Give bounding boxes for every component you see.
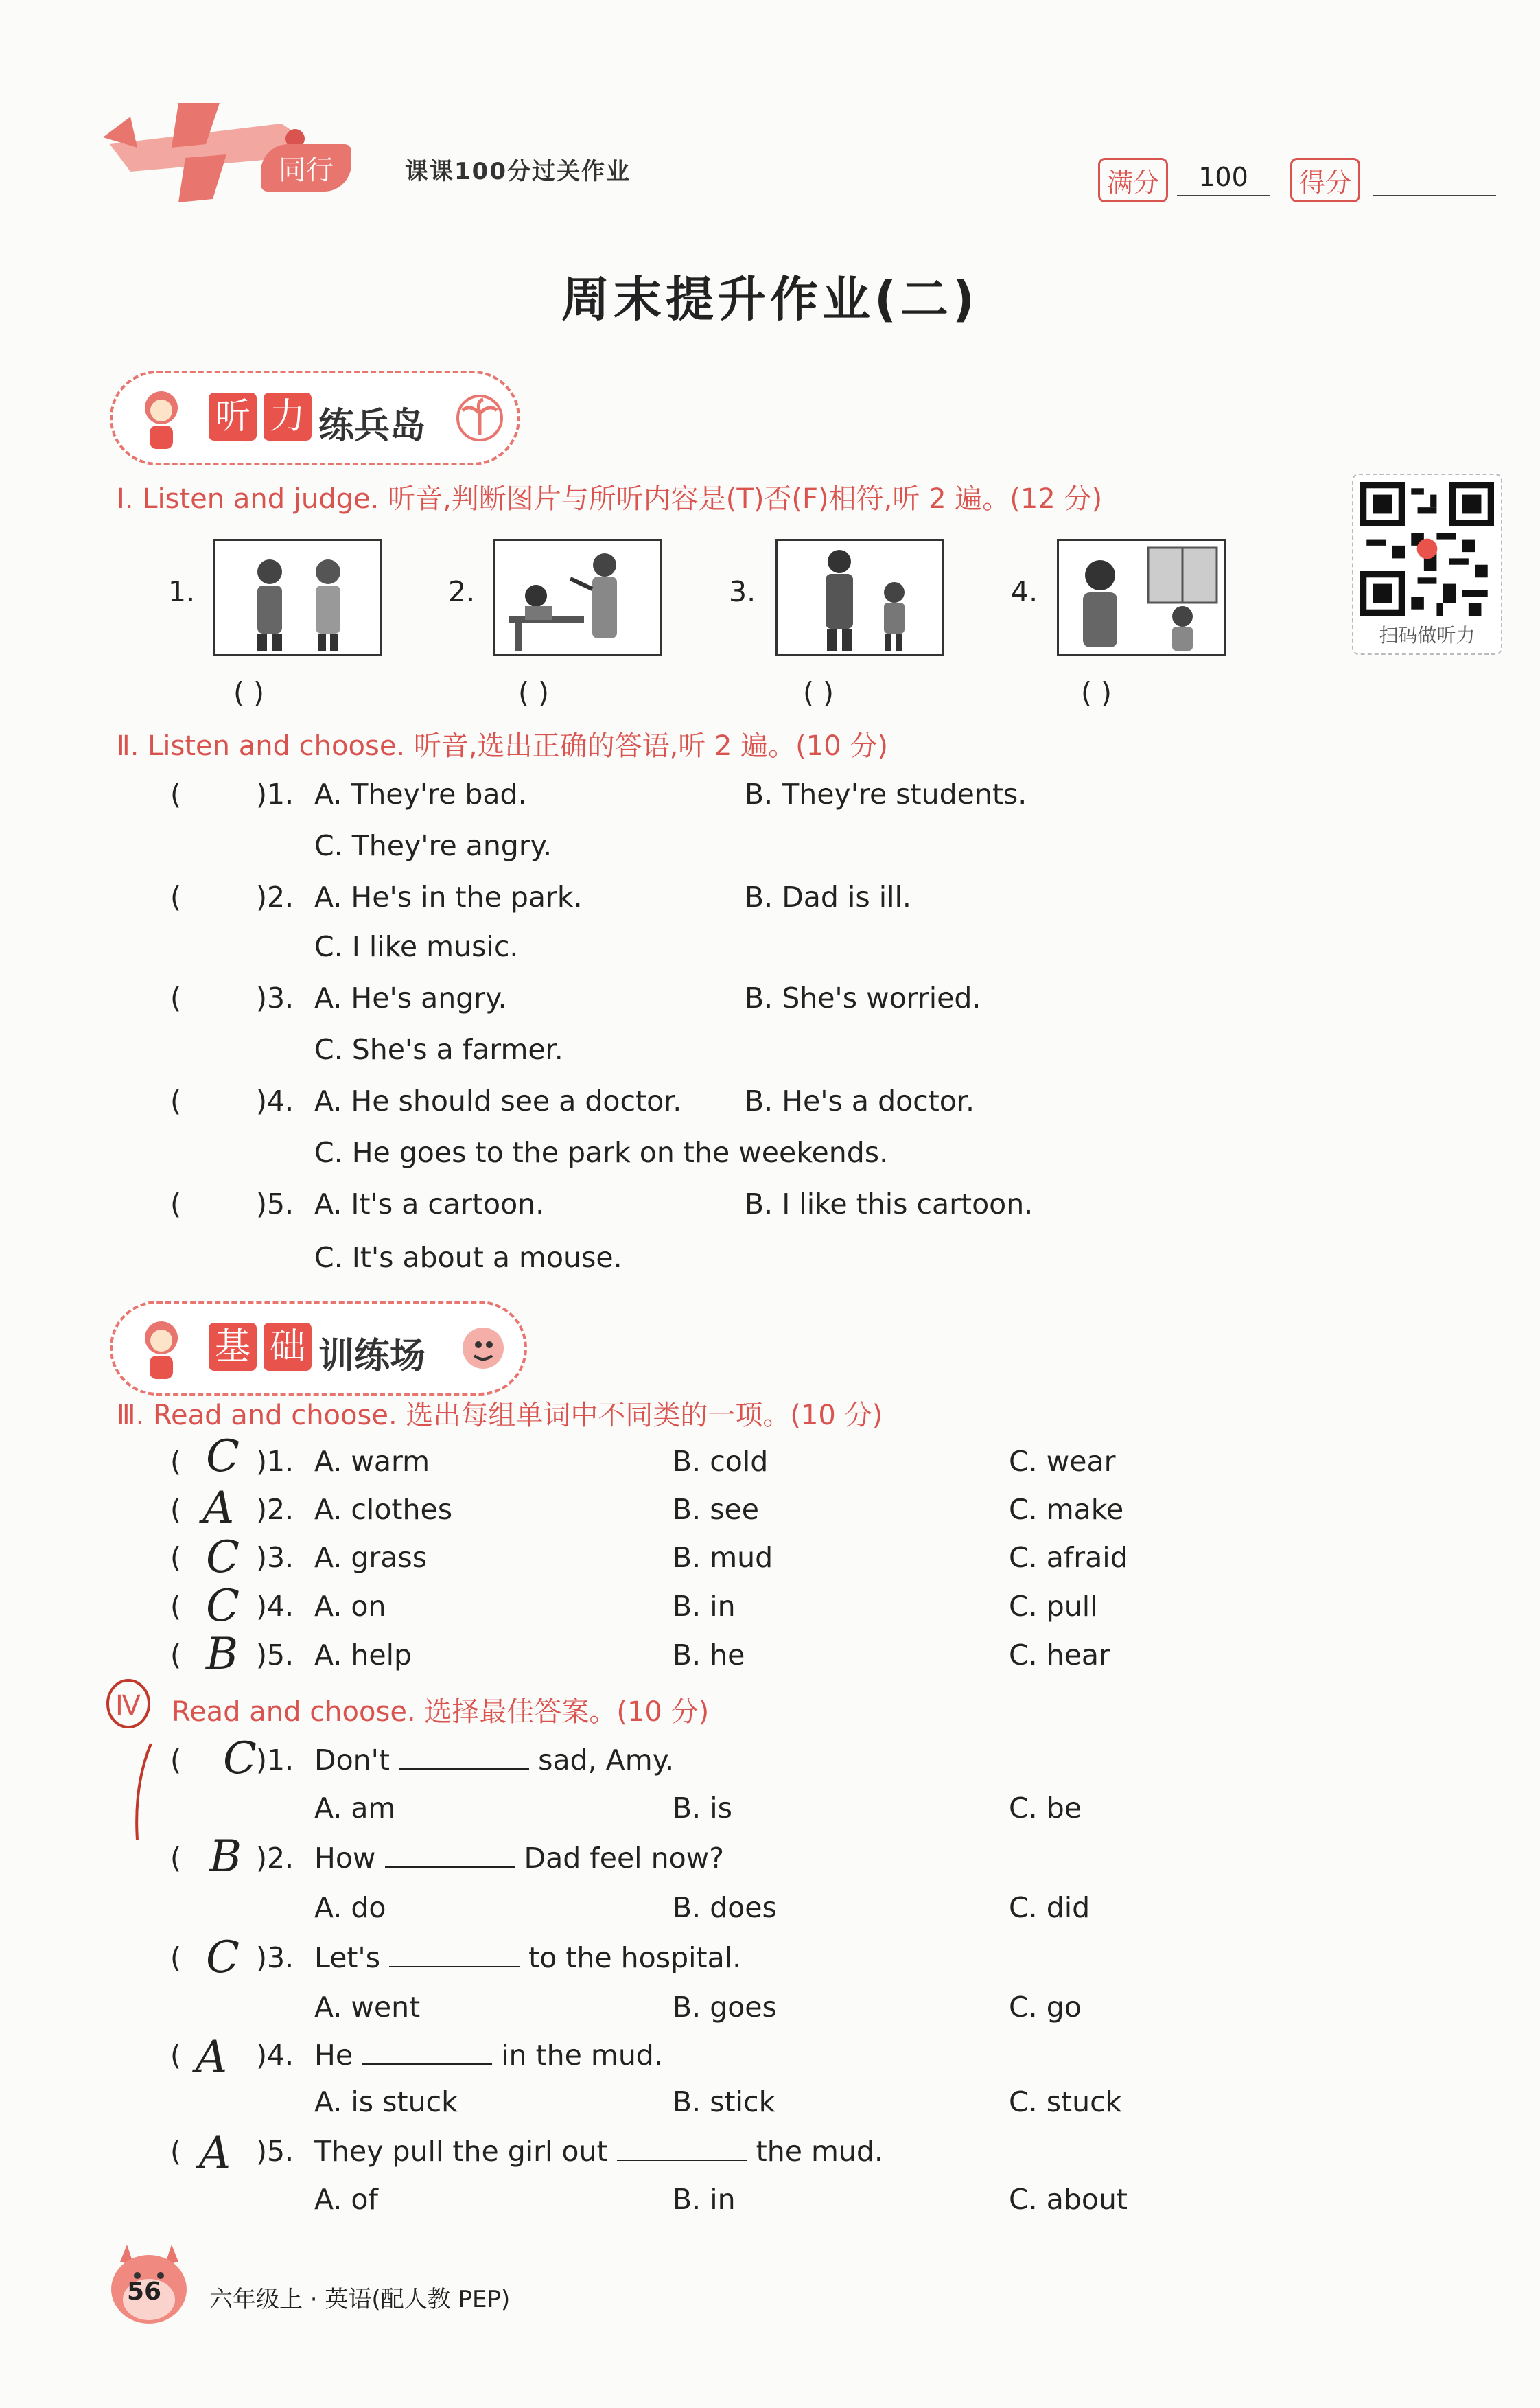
s2-q3-a: A. He's angry.	[314, 982, 507, 1015]
s4-q2-stem: How Dad feel now?	[314, 1842, 724, 1875]
s4-q3-answer: C	[206, 1932, 240, 1983]
score-field[interactable]	[1373, 162, 1496, 196]
mascot-icon	[130, 1316, 192, 1385]
section-1-title: Ⅰ. Listen and judge. 听音,判断图片与所听内容是(T)否(F)相符,听 2 遍。(12 分)	[117, 483, 1103, 515]
s3-q2-answer: A	[202, 1483, 235, 1533]
badge-tile-1: 基	[209, 1323, 257, 1371]
s2-q2-c: C. I like music.	[314, 930, 519, 963]
s2-q1-num: )1.	[256, 778, 294, 811]
s2-q4-paren[interactable]: (	[170, 1085, 181, 1118]
s3-q2-paren[interactable]: (	[170, 1493, 181, 1526]
blank-field[interactable]	[617, 2135, 747, 2161]
s3-q1-a: A. warm	[314, 1445, 430, 1478]
s4-q5-answer: A	[199, 2128, 231, 2179]
s3-q2-b: B. see	[673, 1493, 760, 1526]
listening-section-badge	[110, 371, 520, 465]
badge-tile-2: 力	[264, 393, 312, 441]
s2-q4-num: )4.	[256, 1085, 294, 1118]
badge-tile-2: 础	[264, 1323, 312, 1371]
s4-q2-answer: B	[209, 1831, 242, 1882]
section-3-title: Ⅲ. Read and choose. 选出每组单词中不同类的一项。(10 分)	[117, 1400, 883, 1431]
s2-q3-paren[interactable]: (	[170, 982, 181, 1015]
section-4-roman: Ⅳ	[115, 1690, 141, 1722]
s2-q2-b: B. Dad is ill.	[745, 881, 911, 914]
answer-2[interactable]: ( )	[518, 676, 550, 709]
s2-q5-paren[interactable]: (	[170, 1188, 181, 1220]
s3-q4-a: A. on	[314, 1590, 386, 1623]
picture-4-number: 4.	[1011, 575, 1038, 608]
s4-q3-paren[interactable]: (	[170, 1941, 181, 1974]
series-title: 课课100分过关作业	[405, 158, 631, 185]
s2-q5-a: A. It's a cartoon.	[314, 1188, 545, 1220]
book-info: 六年级上 · 英语(配人教 PEP)	[209, 2286, 511, 2313]
s4-q4-stem: He in the mud.	[314, 2039, 663, 2072]
s3-q1-b: B. cold	[673, 1445, 769, 1478]
s3-q3-paren[interactable]: (	[170, 1541, 181, 1574]
section-4-title: Read and choose. 选择最佳答案。(10 分)	[172, 1696, 710, 1728]
s4-q5-stem: They pull the girl out the mud.	[314, 2135, 883, 2168]
s3-q3-c: C. afraid	[1009, 1541, 1128, 1574]
s3-q5-a: A. help	[314, 1639, 412, 1671]
brand-label: 同行	[261, 144, 351, 192]
s2-q4-c: C. He goes to the park on the weekends.	[314, 1136, 889, 1169]
s2-q5-b: B. I like this cartoon.	[745, 1188, 1034, 1220]
s2-q1-b: B. They're students.	[745, 778, 1027, 811]
full-score-label: 满分	[1098, 158, 1168, 202]
s4-q1-a: A. am	[314, 1792, 396, 1825]
s2-q3-num: )3.	[256, 982, 294, 1015]
s2-q3-b: B. She's worried.	[745, 982, 981, 1015]
answer-3[interactable]: ( )	[803, 676, 835, 709]
dragon-icon	[459, 1324, 507, 1372]
s3-q5-b: B. he	[673, 1639, 745, 1671]
s3-q3-b: B. mud	[673, 1541, 773, 1574]
s3-q1-c: C. wear	[1009, 1445, 1116, 1478]
s4-q4-b: B. stick	[673, 2085, 775, 2118]
s4-q2-b: B. does	[673, 1891, 777, 1924]
s4-q1-c: C. be	[1009, 1792, 1082, 1825]
s4-q5-c: C. about	[1009, 2183, 1128, 2216]
badge-text: 练兵岛	[318, 406, 426, 447]
score-label: 得分	[1290, 158, 1360, 202]
s4-q3-num: )3.	[256, 1941, 294, 1974]
s4-q4-answer: A	[196, 2032, 228, 2083]
s3-q1-answer: C	[206, 1431, 240, 1482]
page-number: 56	[127, 2278, 162, 2306]
palm-tree-icon	[456, 394, 504, 442]
mascot-icon	[130, 386, 192, 454]
s3-q4-answer: C	[206, 1581, 240, 1632]
blank-field[interactable]	[362, 2039, 492, 2065]
s3-q2-c: C. make	[1009, 1493, 1124, 1526]
picture-1-number: 1.	[168, 575, 196, 608]
s2-q4-b: B. He's a doctor.	[745, 1085, 975, 1118]
s4-q2-paren[interactable]: (	[170, 1842, 181, 1875]
s4-q1-stem: Don't sad, Amy.	[314, 1744, 675, 1776]
s4-q2-num: )2.	[256, 1842, 294, 1875]
badge-tile-1: 听	[209, 393, 257, 441]
s4-q5-paren[interactable]: (	[170, 2135, 181, 2168]
s4-q4-num: )4.	[256, 2039, 294, 2072]
s3-q4-c: C. pull	[1009, 1590, 1098, 1623]
s3-q2-num: )2.	[256, 1493, 294, 1526]
s3-q3-a: A. grass	[314, 1541, 428, 1574]
s3-q5-answer: B	[206, 1629, 239, 1680]
s3-q2-a: A. clothes	[314, 1493, 453, 1526]
blank-field[interactable]	[399, 1744, 529, 1770]
page-title: 周末提升作业(二)	[561, 271, 979, 327]
s3-q4-num: )4.	[256, 1590, 294, 1623]
section-2-title: Ⅱ. Listen and choose. 听音,选出正确的答语,听 2 遍。(10 分)	[117, 730, 888, 762]
answer-1[interactable]: ( )	[233, 676, 265, 709]
s2-q2-paren[interactable]: (	[170, 881, 181, 914]
qr-caption: 扫码做听力	[1379, 624, 1475, 647]
s2-q2-a: A. He's in the park.	[314, 881, 583, 914]
picture-4-mother-and-son	[1057, 539, 1226, 656]
s2-q1-c: C. They're angry.	[314, 829, 552, 862]
badge-text: 训练场	[318, 1336, 426, 1377]
s3-q4-b: B. in	[673, 1590, 736, 1623]
s3-q3-answer: C	[206, 1532, 240, 1583]
s4-q2-c: C. did	[1009, 1891, 1090, 1924]
s4-q5-a: A. of	[314, 2183, 378, 2216]
s4-q5-num: )5.	[256, 2135, 294, 2168]
s4-q2-a: A. do	[314, 1891, 386, 1924]
s2-q5-c: C. It's about a mouse.	[314, 1241, 622, 1274]
qr-code[interactable]	[1352, 474, 1502, 655]
s4-q3-a: A. went	[314, 1991, 421, 2024]
s2-q1-a: A. They're bad.	[314, 778, 527, 811]
s4-q1-answer: C	[223, 1733, 257, 1784]
blank-field[interactable]	[385, 1842, 515, 1868]
s3-q5-c: C. hear	[1009, 1639, 1110, 1671]
answer-4[interactable]: ( )	[1081, 676, 1112, 709]
full-score-value: 100	[1177, 162, 1270, 196]
s4-q5-b: B. in	[673, 2183, 736, 2216]
s4-q4-paren[interactable]: (	[170, 2039, 181, 2072]
s4-q3-stem: Let's to the hospital.	[314, 1941, 742, 1974]
s2-q3-c: C. She's a farmer.	[314, 1033, 563, 1066]
picture-2-teacher-and-student	[493, 539, 662, 656]
s4-q1-paren[interactable]: (	[170, 1744, 181, 1776]
s4-q1-num: )1.	[256, 1744, 294, 1776]
s3-q1-num: )1.	[256, 1445, 294, 1478]
s2-q4-a: A. He should see a doctor.	[314, 1085, 682, 1118]
s4-q4-a: A. is stuck	[314, 2085, 458, 2118]
picture-1-two-men-talking	[213, 539, 382, 656]
qr-code-icon	[1360, 482, 1494, 616]
picture-3-man-and-boy	[775, 539, 944, 656]
picture-3-number: 3.	[729, 575, 756, 608]
blank-field[interactable]	[389, 1941, 520, 1967]
s2-q2-num: )2.	[256, 881, 294, 914]
s4-q3-b: B. goes	[673, 1991, 777, 2024]
s3-q5-num: )5.	[256, 1639, 294, 1671]
s4-q4-c: C. stuck	[1009, 2085, 1122, 2118]
s3-q4-paren[interactable]: (	[170, 1590, 181, 1623]
picture-2-number: 2.	[448, 575, 476, 608]
s2-q1-paren[interactable]: (	[170, 778, 181, 811]
s3-q1-paren[interactable]: (	[170, 1445, 181, 1478]
s3-q3-num: )3.	[256, 1541, 294, 1574]
s2-q5-num: )5.	[256, 1188, 294, 1220]
s3-q5-paren[interactable]: (	[170, 1639, 181, 1671]
s4-q3-c: C. go	[1009, 1991, 1082, 2024]
s4-q1-b: B. is	[673, 1792, 732, 1825]
red-check-mark-icon	[124, 1737, 172, 1846]
basic-section-badge	[110, 1301, 527, 1396]
